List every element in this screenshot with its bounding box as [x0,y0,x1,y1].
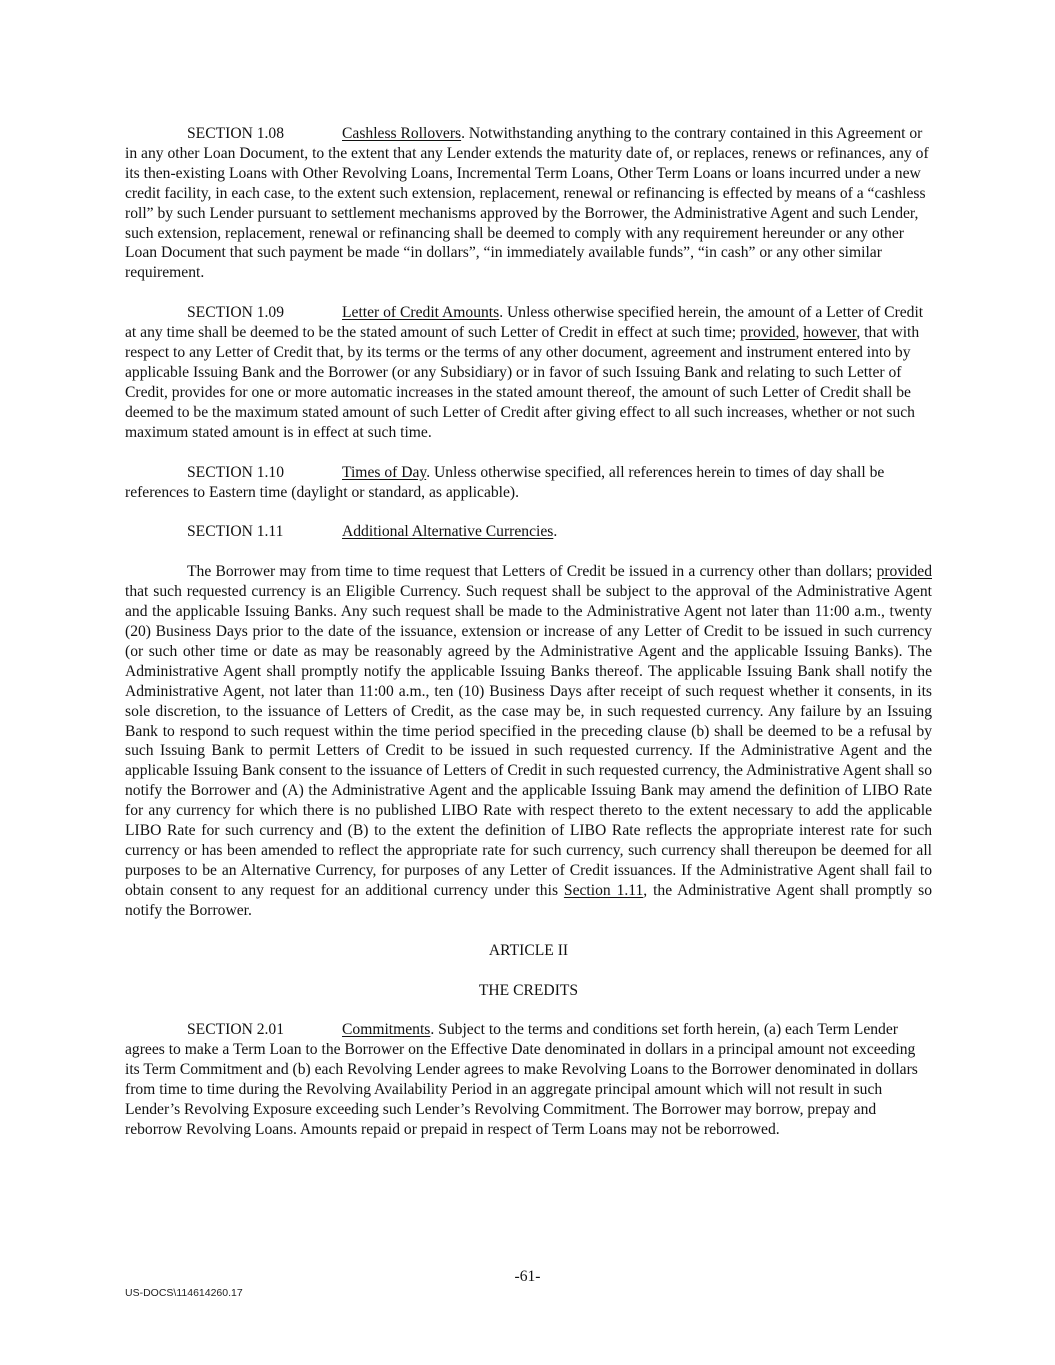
section-1-11-body [125,562,932,920]
section-1-10 [125,463,932,503]
separator: , [795,324,804,342]
article-number: ARTICLE II [488,941,569,959]
heading-period: . [553,523,558,541]
cross-reference: Section 1.11 [563,881,644,899]
section-body: . Notwithstanding anything to the contrary contained in this Agreement or in any other Loan Document, to the extent that any Lender extends the maturity date of, or replaces, renews or refinances, any of its then-existing Loans with Other Revolving Loans, Incremental Term Loans, Other Term Loans or loans incurred under a new credit facility, in each case, to the extent such extension, replacement, renewal or refinancing is effected by means of a “cashless roll” by such Lender pursuant to settlement mechanisms approved by the Borrower, the Administrative Agent and such Lender, such extension, replacement, renewal or refinancing shall be deemed to comply with any requirement hereunder or any other Loan Document that such payment be made “in dollars”, “in immediately available funds”, “in cash” or any other similar requirement. [125,125,929,282]
section-body-continued: , that with respect to any Letter of Credit that, by its terms or the terms of any other document, agreement and instrument entered into by applicable Issuing Bank and the Borrower (or any Subsidiary) or in favor of such Issuing Bank and relating to such Letter of Credit, provides for one or more automatic increases in the stated amount thereof, the amount of such Letter of Credit shall be deemed to be the maximum stated amount of such Letter of Credit after giving effect to all such increases, whether or not such maximum stated amount is in effect at such time. [125,324,920,441]
section-body: . Subject to the terms and conditions set forth herein, (a) each Term Lender agrees to make a Term Loan to the Borrower on the Effective Date denominated in dollars in a principal amount not exceeding its Term Commitment and (b) each Revolving Lender agrees to make Revolving Loans to the Borrower denominated in dollars from time to time during the Revolving Availability Period in an aggregate principal amount which will not result in such Lender’s Revolving Exposure exceeding such Lender’s Revolving Commitment. The Borrower may borrow, prepay and reborrow Revolving Loans. Amounts repaid or prepaid in respect of Term Loans may not be reborrowed. [125,1021,918,1138]
section-body: The Borrower may from time to time request that Letters of Credit be issued in a currency other than dollars; [187,563,877,581]
section-1-11-heading [125,522,932,542]
section-heading: Letter of Credit Amounts [342,304,500,322]
page-number: -61- [514,1268,541,1285]
section-number: SECTION 1.11 [187,523,284,541]
section-number: SECTION 1.10 [187,463,285,481]
section-number: SECTION 2.01 [187,1021,285,1039]
term-provided: provided [740,324,796,342]
section-1-09 [125,303,932,442]
article-title: THE CREDITS [478,981,579,999]
term-provided: provided [876,563,932,581]
section-heading: Commitments [342,1021,431,1039]
section-body-continued: that such requested currency is an Eligible Currency. Such request shall be subject to the approval of the Administrative Agent and the applicable Issuing Banks. Any such request shall be made to the Administrative Agent not later than 11:00 a.m., twenty (20) Business Days prior to the date of the issuance, extension or increase of any Letter of Credit to be issued in such currency (or such other time or date as may be reasonably agreed by the Administrative Agent and the applicable Issuing Banks). The Administrative Agent shall promptly notify the applicable Issuing Banks thereof. The applicable Issuing Bank shall notify the Administrative Agent, not later than 11:00 a.m., ten (10) Business Days after receipt of such request whether it consents, in its sole discretion, to the issuance of Letters of Credit, as the case may be, in such requested currency. Any failure by an Issuing Bank to respond to such request within the time period specified in the preceding clause (b) shall be deemed to be a refusal by such Issuing Bank to permit Letters of Credit to be issued in such requested currency. If the Administrative Agent and the applicable Issuing Bank consent to the issuance of Letters of Credit in such requested currency, the Administrative Agent shall so notify the Borrower and (A) the Administrative Agent and the applicable Issuing Bank may amend the definition of LIBO Rate for any currency for which there is no published LIBO Rate with respect thereto to the extent necessary to add the applicable LIBO Rate for such currency and (B) to the extent the definition of LIBO Rate reflects the appropriate interest rate for such currency or has been amended to reflect the appropriate rate for such currency, such currency shall thereupon be deemed for all purposes to be an Alternative Currency, for purposes of any Letter of Credit issuances. If the Administrative Agent shall fail to obtain consent to any request for an additional currency under this [125,583,932,899]
term-however: however [803,324,857,342]
section-body: . Unless otherwise specified, all references herein to times of day shall be references to Eastern time (daylight or standard, as applicable). [125,463,885,501]
section-1-08 [125,124,932,283]
document-id: US-DOCS\114614260.17 [125,1287,243,1299]
document-page [125,124,932,1160]
section-heading: Additional Alternative Currencies [342,523,554,541]
section-heading: Cashless Rollovers [342,125,462,142]
section-heading: Times of Day [342,463,427,481]
section-number: SECTION 1.09 [187,304,285,322]
section-number: SECTION 1.08 [187,125,285,142]
section-body-end: , the Administrative Agent shall promptly so notify the Borrower. [125,881,932,919]
section-body: . Unless otherwise specified herein, the amount of a Letter of Credit at any time shall be deemed to be the stated amount of such Letter of Credit in effect at such time; [125,304,924,342]
section-2-01 [125,1020,932,1139]
